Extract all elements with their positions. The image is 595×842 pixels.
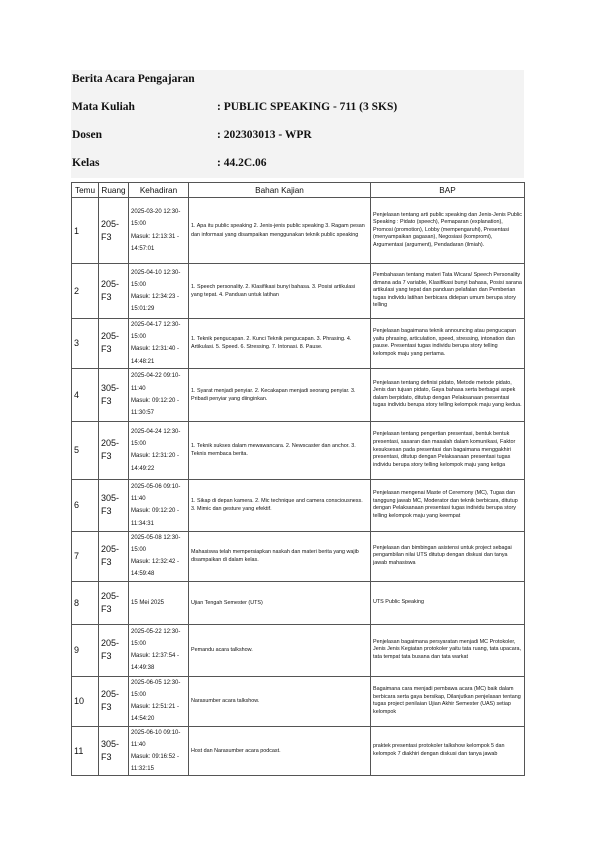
temu-cell: 1 (72, 198, 99, 264)
table-row (72, 421, 525, 479)
table-row (72, 624, 525, 676)
temu-cell: 3 (72, 319, 99, 369)
ruang-cell: 305-F3 (99, 368, 129, 421)
temu-cell: 9 (72, 624, 99, 676)
ruang-cell: 205-F3 (99, 198, 129, 264)
bahan-kajian-cell: Pemandu acara talkshow. (189, 624, 371, 676)
bahan-kajian-cell: 1. Sikap di depan kamera. 2. Mic technique and camera consciousness. 3. Mimic dan gesture yang efektif. (189, 479, 371, 531)
kehadiran-cell (129, 676, 189, 726)
attendance-time: Masuk: 09:16:52 - 11:32:15 (131, 754, 180, 773)
schedule-time: 2025-04-10 12:30-15:00 (131, 269, 181, 288)
mata-kuliah-row (72, 101, 398, 113)
ruang-cell: 205-F3 (99, 264, 129, 319)
mata-kuliah-value: : PUBLIC SPEAKING - 711 (3 SKS) (217, 101, 398, 113)
table-row (72, 264, 525, 319)
table-header-row (72, 183, 525, 198)
table-row (72, 319, 525, 369)
bap-cell: Penjelasan mengenai Maste of Ceremony (MC), Tugas dan tanggung jawab MC, Moderator dan teknik berbicara, ditutup dengan Pelaksanaan presentasi tugas individu berupa story telling kelompok maju yang keempat (371, 479, 525, 531)
bap-cell: Pembahasan tentang materi Tata Wicara/ Speech Personality dimana ada 7 variable, Klasifikasi bunyi bahasa, Posisi sarana artikulasi yang tepat dan panduan pelafalan dan Pemberian tugas individu latihan berbicara didepan umum berupa story telling (371, 264, 525, 319)
table-row (72, 531, 525, 581)
attendance-time: Masuk: 12:31:40 - 14:48:21 (131, 346, 180, 365)
kelas-row (72, 157, 267, 169)
temu-cell: 6 (72, 479, 99, 531)
bap-cell: Penjelasan bagaimana teknik announcing atau pengucapan yaitu phrasing, articulation, speed, stressing, intonation dan pause. Presentasi tugas individu berupa story telling kelompok maju yang pertama. (371, 319, 525, 369)
bap-cell: Penjelasan tentang arti public speaking dan Jenis-Jenis Public Speaking : Pidato (speech), Pemaparan (explanation), Promosi (promotion), Lobby (mempengaruhi), Presentasi (menyampaikan gagasan), Negosiasi (kompromi), Argumentasi (argument), Pendadaran (ilmiah). (371, 198, 525, 264)
kehadiran-cell (129, 319, 189, 369)
kelas-label: Kelas (72, 157, 100, 169)
ruang-cell: 205-F3 (99, 624, 129, 676)
col-header-bahan-kajian: Bahan Kajian (189, 183, 371, 198)
attendance-time: Masuk: 12:37:54 - 14:49:38 (131, 653, 180, 672)
bahan-kajian-cell: 1. Teknik sukses dalam mewawancara. 2. Newscaster dan anchor. 3. Teknis membaca berita. (189, 421, 371, 479)
table-row (72, 726, 525, 776)
bap-cell: Penjelasan bagaimana persyaratan menjadi MC Protokoler, Jenis Jenis Kegiatan protokoler yaitu tata ruang, tata upacara, tata tempat tata busana dan tata warkat (371, 624, 525, 676)
kehadiran-cell (129, 421, 189, 479)
schedule-time: 2025-05-22 12:30-15:00 (131, 628, 181, 647)
document-title: Berita Acara Pengajaran (72, 73, 195, 85)
bahan-kajian-cell: 1. Syarat menjadi penyiar. 2. Kecakapan menjadi seorang penyiar. 3. Pribadi penyiar yang diinginkan. (189, 368, 371, 421)
kehadiran-cell (129, 479, 189, 531)
ruang-cell: 205-F3 (99, 531, 129, 581)
kehadiran-cell (129, 368, 189, 421)
schedule-time: 15 Mei 2025 (131, 599, 165, 606)
attendance-time: Masuk: 12:34:23 - 15:01:29 (131, 294, 180, 313)
attendance-time: Masuk: 12:32:42 - 14:59:48 (131, 559, 180, 578)
schedule-time: 2025-06-05 12:30-15:00 (131, 679, 181, 698)
ruang-cell: 205-F3 (99, 421, 129, 479)
kehadiran-cell (129, 264, 189, 319)
temu-cell: 5 (72, 421, 99, 479)
col-header-bap: BAP (371, 183, 525, 198)
dosen-row (72, 129, 312, 141)
attendance-time: Masuk: 09:12:20 - 11:30:57 (131, 397, 180, 417)
ruang-cell: 205-F3 (99, 581, 129, 624)
header-panel (71, 70, 524, 178)
temu-cell: 11 (72, 726, 99, 776)
mata-kuliah-label: Mata Kuliah (72, 101, 135, 113)
bahan-kajian-cell: 1. Apa itu public speaking 2. Jenis-jenis public speaking 3. Ragam pesan dan informasi yang disampaikan menggunakan teknik public speaking (189, 198, 371, 264)
bahan-kajian-cell: Host dan Narasumber acara podcast. (189, 726, 371, 776)
bahan-kajian-cell: Mahasiswa telah mempersiapkan naskah dan materi berita yang wajib disampaikan di dalam kelas. (189, 531, 371, 581)
attendance-time: Masuk: 09:12:20 - 11:34:31 (131, 508, 180, 527)
bahan-kajian-cell: 1. Speech personality. 2. Klasifikasi bunyi bahasa. 3. Posisi artikulasi yang tepat. 4. Panduan untuk latihan (189, 264, 371, 319)
table-row (72, 198, 525, 264)
attendance-time: Masuk: 12:31:20 - 14:49:22 (131, 453, 180, 472)
temu-cell: 2 (72, 264, 99, 319)
schedule-time: 2025-04-17 12:30-15:00 (131, 322, 181, 341)
ruang-cell: 205-F3 (99, 319, 129, 369)
dosen-value: : 202303013 - WPR (217, 129, 312, 141)
temu-cell: 10 (72, 676, 99, 726)
bap-cell: praktek presentasi protokoler talkshow kelompok 5 dan kelompok 7 diakhiri dengan diskusi dan tanya jawab (371, 726, 525, 776)
bahan-kajian-cell: Ujian Tengah Semester (UTS) (189, 581, 371, 624)
schedule-time: 2025-03-20 12:30-15:00 (131, 209, 181, 228)
bap-cell: UTS Public Speaking (371, 581, 525, 624)
temu-cell: 7 (72, 531, 99, 581)
ruang-cell: 205-F3 (99, 676, 129, 726)
table-row (72, 479, 525, 531)
kelas-value: : 44.2C.06 (217, 157, 267, 169)
bap-cell: Penjelasan tentang pengertian presentasi, bentuk bentuk presentasi, sasaran dan masalah dalam komunikasi, Faktor kesuksesan pada presentasi dan bagaimana menggakhiri presentasi, ditutup dengan Pelaksanaan presentasi tugas individu berupa story telling kelompok maju yang ketiga (371, 421, 525, 479)
dosen-label: Dosen (72, 129, 103, 141)
kehadiran-cell (129, 581, 189, 624)
bap-cell: Penjelasan dan bimbingan asistensi untuk project sebagai pengambilan nilai UTS ditutup dengan diskusi dan tanya jawab mahasiswa (371, 531, 525, 581)
bap-cell: Bagaimana cara menjadi pembawa acara (MC) baik dalam berbicara serta gaya bersikap, Dilanjutkan penjelasan tentang tugas project penilaian Ujian Akhir Semester (UAS) setiap kelompok (371, 676, 525, 726)
schedule-time: 2025-04-22 09:10-11:40 (131, 373, 181, 392)
bahan-kajian-cell: Narasumber acara talkshow. (189, 676, 371, 726)
schedule-time: 2025-04-24 12:30-15:00 (131, 428, 181, 448)
bahan-kajian-cell: 1. Teknik pengucapan. 2. Kunci Teknik pengucapan. 3. Phrasing. 4. Artikulasi. 5. Speed. 6. Stressing. 7. Intonasi. 8. Pause. (189, 319, 371, 369)
table-row (72, 676, 525, 726)
col-header-kehadiran: Kehadiran (129, 183, 189, 198)
kehadiran-cell (129, 726, 189, 776)
attendance-time: Masuk: 12:13:31 - 14:57:01 (131, 233, 180, 252)
temu-cell: 4 (72, 368, 99, 421)
ruang-cell: 305-F3 (99, 479, 129, 531)
schedule-time: 2025-05-08 12:30-15:00 (131, 534, 181, 554)
kehadiran-cell (129, 198, 189, 264)
kehadiran-cell (129, 531, 189, 581)
schedule-time: 2025-05-06 09:10-11:40 (131, 483, 181, 503)
schedule-time: 2025-06-10 09:10-11:40 (131, 729, 181, 748)
bap-cell: Penjelasan tentang definisi pidato, Metode metode pidato, Jenis dan tujuan pidato, Gaya bahasa serta berbagai aspek dalam berpidato, ditutup dengan Pelaksanaan presentasi tugas individu berupa story telling kelompok maju yang kedua. (371, 368, 525, 421)
table-row (72, 581, 525, 624)
bap-table (71, 182, 525, 776)
kehadiran-cell (129, 624, 189, 676)
col-header-temu: Temu (72, 183, 99, 198)
ruang-cell: 305-F3 (99, 726, 129, 776)
table-row (72, 368, 525, 421)
col-header-ruang: Ruang (99, 183, 129, 198)
temu-cell: 8 (72, 581, 99, 624)
attendance-time: Masuk: 12:51:21 - 14:54:20 (131, 704, 180, 723)
